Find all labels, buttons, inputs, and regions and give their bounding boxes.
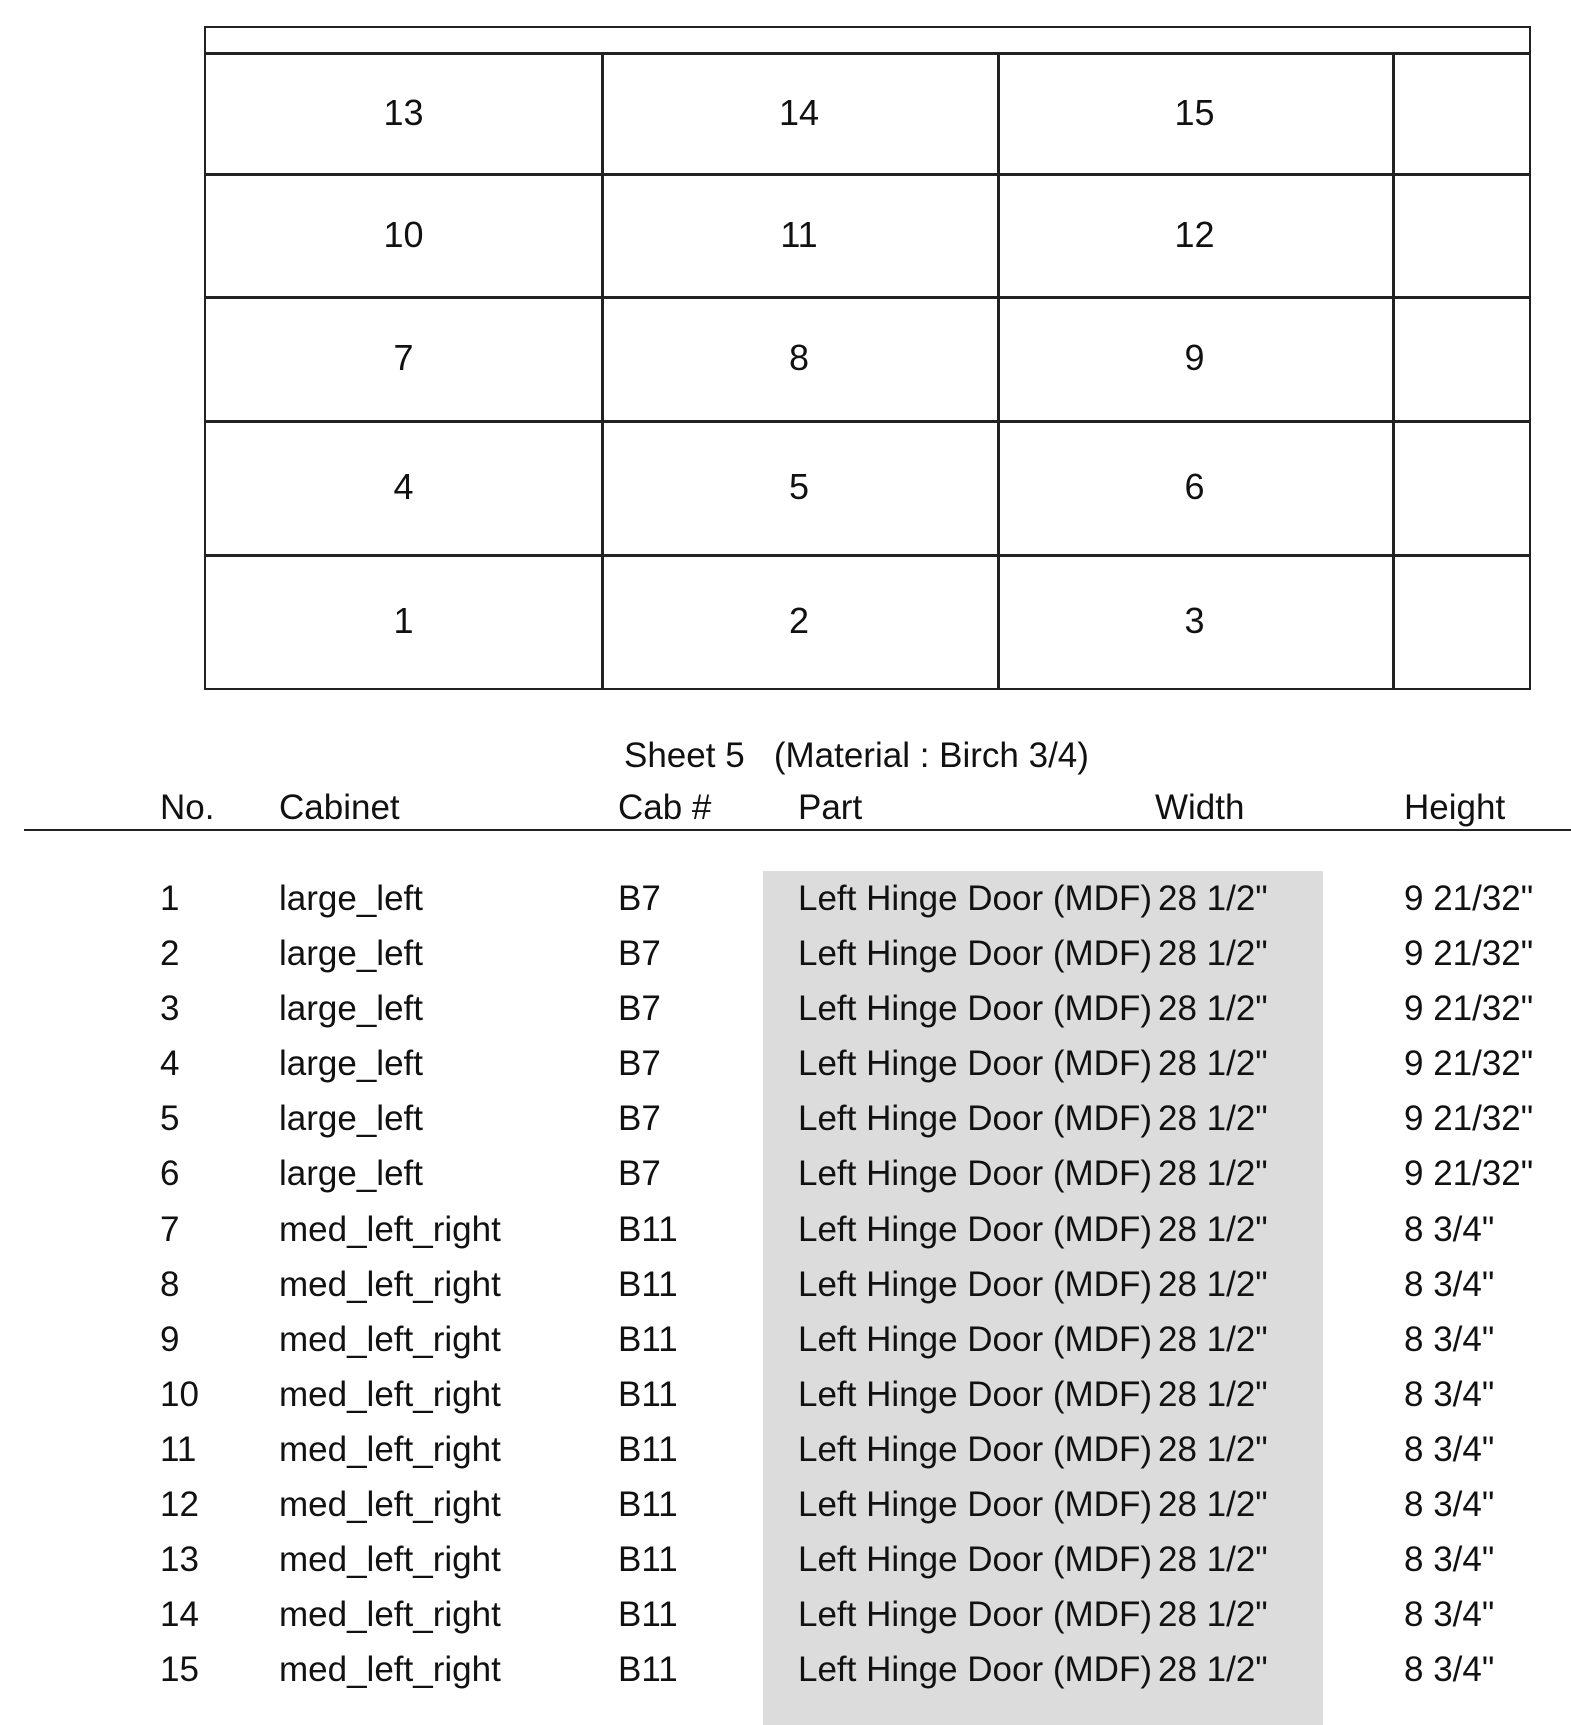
- sheet-part-cell: 4: [393, 466, 414, 507]
- sheet-part-cell: 14: [778, 91, 820, 133]
- table-row: [0, 1369, 1571, 1424]
- row-cabinet: med_left_right: [279, 1264, 501, 1304]
- sheet-part-cell: 11: [780, 213, 818, 255]
- sheet-part-cell: 7: [393, 337, 414, 378]
- row-cabinet: med_left_right: [279, 1209, 501, 1249]
- row-no: 7: [160, 1209, 180, 1249]
- sheet-part-cell: 1: [393, 600, 414, 641]
- header-height: Height: [1404, 788, 1506, 827]
- row-cabinet: large_left: [279, 989, 423, 1029]
- cut-list: [0, 873, 1571, 1699]
- row-width: 28 1/2": [1158, 1264, 1268, 1304]
- row-width: 28 1/2": [1158, 1154, 1268, 1194]
- row-width: 28 1/2": [1158, 1044, 1268, 1084]
- row-part: Left Hinge Door (MDF): [798, 1154, 1152, 1194]
- row-no: 6: [160, 1154, 180, 1194]
- row-no: 13: [160, 1540, 199, 1580]
- row-height: 8 3/4": [1404, 1374, 1495, 1414]
- row-cab-number: B7: [618, 1154, 661, 1194]
- sheet-part-cell: 8: [788, 337, 810, 378]
- sheet-part-cell: 9: [1184, 337, 1205, 378]
- row-height: 9 21/32": [1404, 989, 1534, 1029]
- table-row: [0, 1093, 1571, 1148]
- row-height: 8 3/4": [1404, 1319, 1495, 1359]
- row-part: Left Hinge Door (MDF): [798, 1209, 1152, 1249]
- row-part: Left Hinge Door (MDF): [798, 1374, 1152, 1414]
- row-cab-number: B11: [618, 1264, 678, 1304]
- row-width: 28 1/2": [1158, 989, 1268, 1029]
- row-cabinet: med_left_right: [279, 1485, 501, 1525]
- row-cabinet: med_left_right: [279, 1650, 501, 1690]
- row-height: 9 21/32": [1404, 1044, 1534, 1084]
- row-part: Left Hinge Door (MDF): [798, 989, 1152, 1029]
- row-no: 2: [160, 934, 180, 974]
- sheet-layout-diagram: [204, 26, 1531, 690]
- row-width: 28 1/2": [1158, 1319, 1268, 1359]
- row-width: 28 1/2": [1158, 934, 1268, 974]
- row-part: Left Hinge Door (MDF): [798, 1650, 1152, 1690]
- row-no: 11: [160, 1429, 197, 1469]
- row-cab-number: B11: [618, 1429, 678, 1469]
- row-height: 8 3/4": [1404, 1485, 1495, 1525]
- row-height: 8 3/4": [1404, 1209, 1495, 1249]
- row-width: 28 1/2": [1158, 879, 1268, 918]
- row-width: 28 1/2": [1158, 1209, 1268, 1249]
- row-part: Left Hinge Door (MDF): [798, 1099, 1152, 1139]
- sheet-part-cell: 13: [383, 91, 424, 133]
- header-width: Width: [1155, 788, 1245, 827]
- row-cabinet: med_left_right: [279, 1595, 501, 1635]
- table-row: [0, 873, 1571, 928]
- row-cab-number: B11: [618, 1595, 678, 1635]
- row-cabinet: med_left_right: [279, 1429, 501, 1469]
- row-part: Left Hinge Door (MDF): [798, 934, 1152, 974]
- row-no: 10: [160, 1374, 199, 1414]
- row-part: Left Hinge Door (MDF): [798, 1429, 1152, 1469]
- table-row: [0, 928, 1571, 983]
- table-row: [0, 1589, 1571, 1644]
- row-height: 8 3/4": [1404, 1650, 1495, 1690]
- sheet-title: Sheet 5 (Material : Birch 3/4): [624, 736, 1089, 775]
- row-no: 4: [160, 1044, 180, 1084]
- sheet-offcut-strip: [206, 28, 1529, 55]
- row-width: 28 1/2": [1158, 1540, 1268, 1580]
- row-cabinet: med_left_right: [279, 1319, 501, 1359]
- row-part: Left Hinge Door (MDF): [798, 1264, 1152, 1304]
- row-width: 28 1/2": [1158, 1099, 1268, 1139]
- header-divider: [24, 829, 1571, 831]
- header-part: Part: [798, 788, 863, 827]
- row-cabinet: large_left: [279, 1154, 423, 1194]
- row-cab-number: B11: [618, 1319, 678, 1359]
- row-cab-number: B11: [618, 1209, 678, 1249]
- row-height: 9 21/32": [1404, 1099, 1534, 1139]
- row-no: 9: [160, 1319, 180, 1359]
- row-cabinet: med_left_right: [279, 1374, 501, 1414]
- row-part: Left Hinge Door (MDF): [798, 1485, 1152, 1525]
- row-width: 28 1/2": [1158, 1374, 1268, 1414]
- row-height: 9 21/32": [1404, 879, 1534, 918]
- table-row: [0, 1479, 1571, 1534]
- table-row: [0, 1038, 1571, 1093]
- header-cab-number: Cab #: [618, 788, 712, 827]
- row-cab-number: B7: [618, 989, 661, 1029]
- row-cab-number: B11: [618, 1374, 678, 1414]
- grid-divider: [1392, 52, 1394, 688]
- row-cab-number: B11: [618, 1485, 678, 1525]
- row-cabinet: med_left_right: [279, 1540, 501, 1580]
- table-row: [0, 1204, 1571, 1259]
- sheet-part-cell: 3: [1184, 600, 1205, 641]
- row-no: 12: [160, 1485, 199, 1525]
- row-height: 8 3/4": [1404, 1429, 1495, 1469]
- row-cab-number: B7: [618, 1099, 661, 1139]
- row-part: Left Hinge Door (MDF): [798, 1044, 1152, 1084]
- sheet-part-cell: 15: [1174, 91, 1215, 133]
- row-no: 1: [160, 879, 180, 918]
- row-height: 9 21/32": [1404, 1154, 1534, 1194]
- row-no: 14: [160, 1595, 199, 1635]
- row-height: 8 3/4": [1404, 1540, 1495, 1580]
- row-part: Left Hinge Door (MDF): [798, 1540, 1152, 1580]
- row-cabinet: large_left: [279, 879, 423, 918]
- row-cab-number: B11: [618, 1650, 678, 1690]
- sheet-part-cell: 10: [383, 213, 424, 255]
- header-no: No.: [160, 788, 215, 827]
- row-part: Left Hinge Door (MDF): [798, 879, 1152, 918]
- row-no: 5: [160, 1099, 180, 1139]
- sheet-part-cell: 5: [788, 466, 810, 507]
- table-row: [0, 1148, 1571, 1203]
- row-no: 3: [160, 989, 180, 1029]
- row-part: Left Hinge Door (MDF): [798, 1595, 1152, 1635]
- row-height: 9 21/32": [1404, 934, 1534, 974]
- row-width: 28 1/2": [1158, 1650, 1268, 1690]
- table-row: [0, 1314, 1571, 1369]
- row-cab-number: B7: [618, 1044, 661, 1084]
- row-height: 8 3/4": [1404, 1595, 1495, 1635]
- row-cabinet: large_left: [279, 934, 423, 974]
- table-row: [0, 1644, 1571, 1699]
- sheet-part-cell: 12: [1174, 213, 1215, 255]
- row-cabinet: large_left: [279, 1099, 423, 1139]
- row-height: 8 3/4": [1404, 1264, 1495, 1304]
- row-width: 28 1/2": [1158, 1485, 1268, 1525]
- row-no: 15: [160, 1650, 199, 1690]
- row-width: 28 1/2": [1158, 1595, 1268, 1635]
- row-part: Left Hinge Door (MDF): [798, 1319, 1152, 1359]
- sheet-part-cell: 2: [788, 600, 810, 641]
- row-cab-number: B7: [618, 879, 661, 918]
- header-cabinet: Cabinet: [279, 788, 400, 827]
- row-cabinet: large_left: [279, 1044, 423, 1084]
- row-width: 28 1/2": [1158, 1429, 1268, 1469]
- row-no: 8: [160, 1264, 180, 1304]
- row-cab-number: B7: [618, 934, 661, 974]
- sheet-part-cell: 6: [1184, 466, 1205, 507]
- row-cab-number: B11: [618, 1540, 678, 1580]
- table-row: [0, 983, 1571, 1038]
- table-row: [0, 1259, 1571, 1314]
- table-row: [0, 1424, 1571, 1479]
- table-row: [0, 1534, 1571, 1589]
